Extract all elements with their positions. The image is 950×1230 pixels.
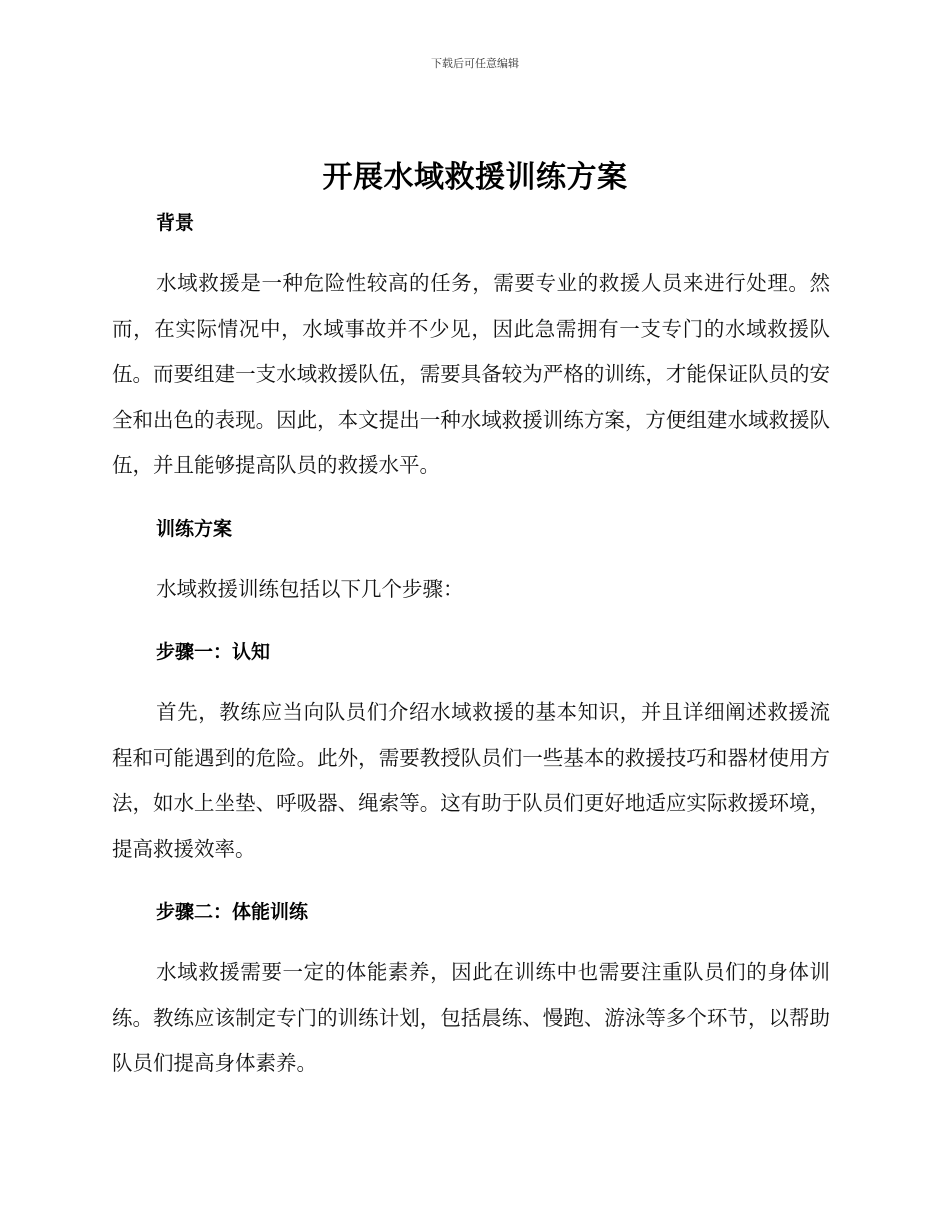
paragraph-background: 水域救援是一种危险性较高的任务，需要专业的救援人员来进行处理。然而，在实际情况中，水域事故并不少见，因此急需拥有一支专门的水域救援队伍。而要组建一支水域救援队伍，需要具备较为严格的训练，才能保证队员的安全和出色的表现。因此，本文提出一种水域救援训练方案，方便组建水域救援队伍，并且能够提高队员的救援水平。 <box>112 271 830 477</box>
section-heading-step1: 步骤一：认知 <box>156 641 271 663</box>
paragraph-step1: 首先，教练应当向队员们介绍水域救援的基本知识，并且详细阐述救援流程和可能遇到的危险。此外，需要教授队员们一些基本的救援技巧和器材使用方法，如水上坐垫、呼吸器、绳索等。这有助于队员们更好地适应实际救援环境，提高救援效率。 <box>112 700 830 861</box>
document-body <box>112 205 830 1087</box>
section-heading-plan: 训练方案 <box>156 517 233 540</box>
paragraph-step2: 水域救援需要一定的体能素养，因此在训练中也需要注重队员们的身体训练。教练应该制定专门的训练计划，包括晨练、慢跑、游泳等多个环节，以帮助队员们提高身体素养。 <box>112 960 830 1075</box>
paragraph-plan: 水域救援训练包括以下几个步骤： <box>156 576 464 601</box>
section-heading-background: 背景 <box>156 212 195 234</box>
document-title: 开展水域救援训练方案 <box>322 160 628 195</box>
section-heading-step2: 步骤二：体能训练 <box>156 901 309 923</box>
header-note: 下载后可任意编辑 <box>431 57 519 70</box>
